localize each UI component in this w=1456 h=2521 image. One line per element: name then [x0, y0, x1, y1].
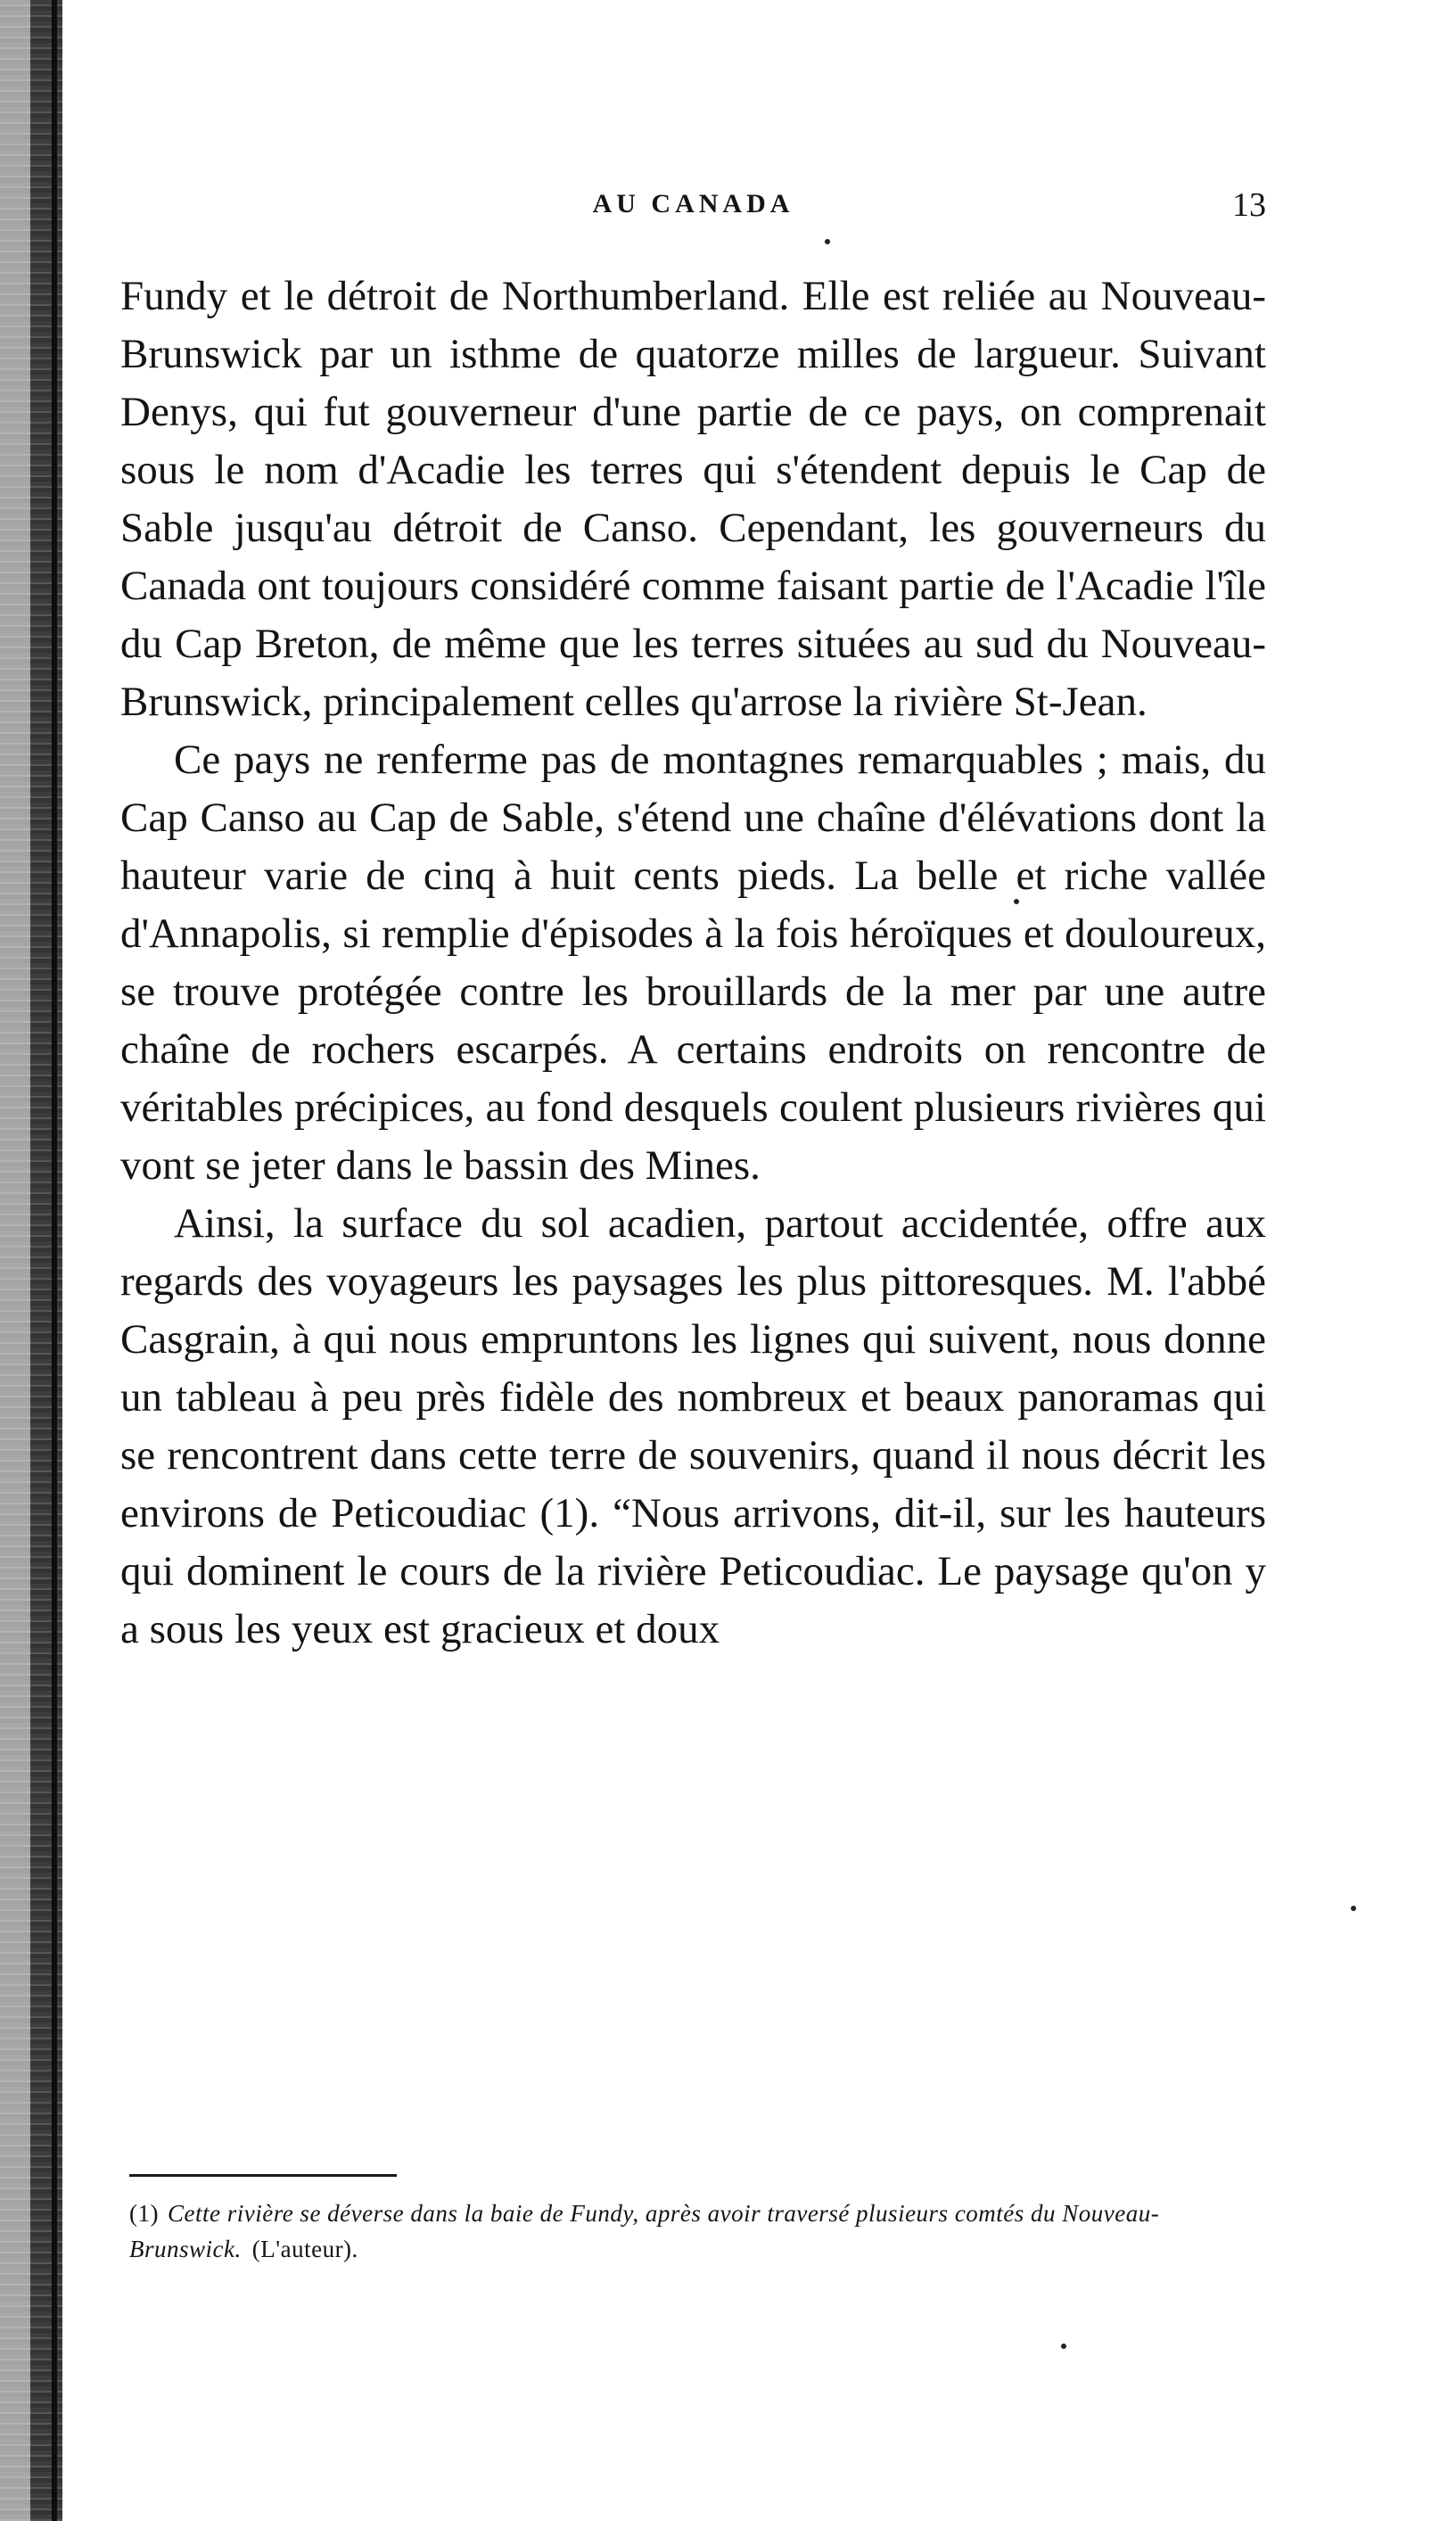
paragraph-landscape: Ainsi, la surface du sol acadien, partout accidentée, offre aux regards des voyageurs les paysages les plus pittoresques. M. l'abbé Casgrain, à qui nous empruntons les lignes qui suivent, nous donne un tableau à peu près fidèle des nombreux et beaux panoramas qui se rencontrent dans cette terre de souvenirs, quand il nous décrit les environs de Peticoudiac (1). “Nous arrivons, dit-il, sur les hauteurs qui dominent le cours de la rivière Peticoudiac. Le paysage qu'on y a sous les yeux est gracieux et doux [120, 1200, 1266, 1652]
scan-speck [1351, 1906, 1356, 1911]
footnote-marker: (1) [129, 2200, 159, 2227]
scan-speck [1061, 2344, 1066, 2349]
footnote-text: Cette rivière se déverse dans la baie de Fundy, après avoir traversé plusieurs comtés du Nouveau-Brunswick. [129, 2200, 1160, 2262]
scan-speck [1014, 899, 1019, 904]
page-header [120, 186, 1266, 243]
running-title: AU CANADA [592, 189, 794, 218]
body-text [120, 268, 1266, 1659]
footnote-author: (L'auteur). [251, 2236, 358, 2262]
scan-speck [825, 239, 830, 244]
footnote-rule [129, 2174, 397, 2177]
paragraph-continued: Fundy et le détroit de Northumberland. Elle est reliée au Nouveau-Brunswick par un isthme de quatorze milles de largueur. Suivant Denys, qui fut gouverneur d'une partie de ce pays, on comprenait sous le nom d'Acadie les terres qui s'étendent depuis le Cap de Sable jusqu'au détroit de Canso. Cependant, les gouverneurs du Canada ont toujours considéré comme faisant partie de l'Acadie l'île du Cap Breton, de même que les terres situées au sud du Nouveau-Brunswick, principalement celles qu'arrose la rivière St-Jean. [120, 273, 1266, 725]
footnote [129, 2196, 1262, 2267]
binding-line [52, 0, 57, 2521]
paragraph-mountains: Ce pays ne renferme pas de montagnes remarquables ; mais, du Cap Canso au Cap de Sable, s'étend une chaîne d'élévations dont la hauteur varie de cinq à huit cents pieds. La belle et riche vallée d'Annapolis, si remplie d'épisodes à la fois héroïques et douloureux, se trouve protégée contre les brouillards de la mer par une autre chaîne de rochers escarpés. A certains endroits on rencontre de véritables précipices, au fond desquels coulent plusieurs rivières qui vont se jeter dans le bassin des Mines. [120, 737, 1266, 1189]
page-number: 13 [1232, 186, 1266, 224]
